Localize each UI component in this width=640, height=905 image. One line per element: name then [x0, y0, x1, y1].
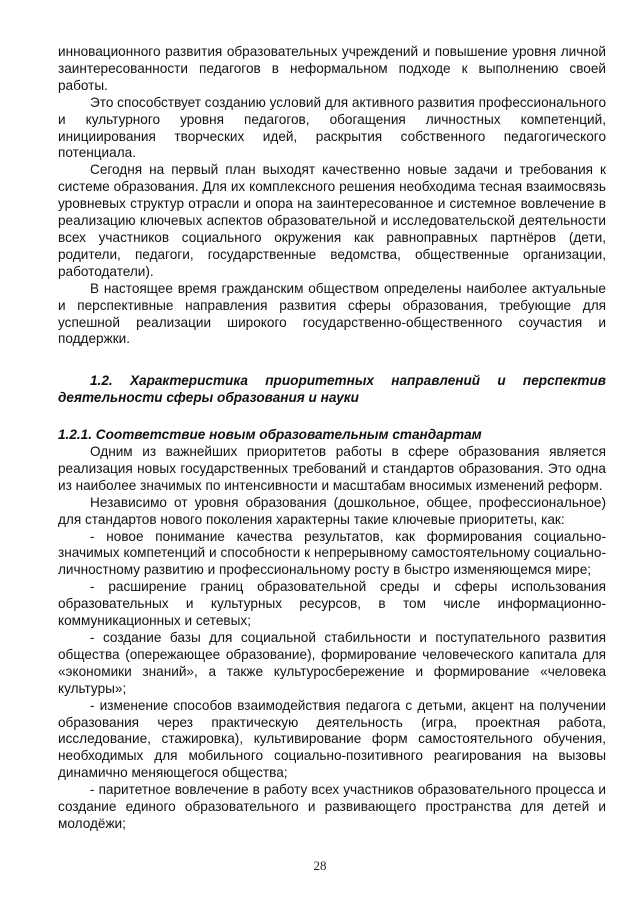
list-item: - создание базы для социальной стабильности и поступательного развития общества (опережающее образование), формирование человеческого капитала для «экономики знаний», а также культуросбережение и формирование «человека культуры»; — [58, 630, 606, 696]
paragraph: В настоящее время гражданским обществом определены наиболее актуальные и перспективные направления развития сферы образования, требующие для успешной реализации широкого государственно-общественного соучастия и поддержки. — [58, 280, 606, 347]
list-item: - паритетное вовлечение в работу всех участников образовательного процесса и создание единого образовательного и развивающего пространства для детей и молодёжи; — [58, 782, 606, 831]
section-heading: 1.2. Характеристика приоритетных направлений и перспектив деятельности сферы образования и науки — [58, 373, 606, 406]
paragraph: инновационного развития образовательных учреждений и повышение уровня личной заинтересованности педагогов в неформальном подходе к выполнению своей работы. — [58, 44, 606, 93]
paragraph: Независимо от уровня образования (дошкольное, общее, профессиональное) для стандартов нового поколения характерны такие ключевые приоритеты, как: — [58, 494, 606, 527]
paragraph: Это способствует созданию условий для активного развития профессионального и культурного уровня педагогов, обогащения личностных компетенций, инициирования творческих идей, раскрытия собственного педагогического потенциала. — [58, 94, 606, 161]
page-number: 28 — [313, 858, 327, 873]
subsection-heading: 1.2.1. Соответствие новым образовательным стандартам — [58, 427, 482, 443]
list-item: - новое понимание качества результатов, как формирования социально-значимых компетенций и способности к непрерывному самостоятельному социально-личностному развитию и профессиональному росту в быстро изменяющемся мире; — [58, 528, 606, 578]
list-item: - изменение способов взаимодействия педагога с детьми, акцент на получении образования через практическую деятельность (игра, проектная работа, исследование, стажировка), культивирование форм самостоятельного обучения, необходимых для мобильного социально-позитивного реагирования на вызовы динамично меняющегося общества; — [58, 697, 606, 781]
document-page — [58, 44, 606, 833]
paragraph: Одним из важнейших приоритетов работы в сфере образования является реализация новых государственных требований и стандартов образования. Это одна из наиболее значимых по интенсивности и масштабам вносимых изменений реформ. — [58, 444, 606, 493]
paragraph: Сегодня на первый план выходят качественно новые задачи и требования к системе образования. Для их комплексного решения необходима тесная взаимосвязь уровневых структур отрасли и опора на заинтересованное и системное вовлечение в реализацию ключевых аспектов образовательной и исследовательской деятельности всех участников социального окружения как равноправных партнёров (дети, родители, педагоги, государственные ведомства, общественные организации, работодатели). — [58, 162, 606, 279]
list-item: - расширение границ образовательной среды и сферы использования образовательных и культурных ресурсов, в том числе информационно-коммуникационных и сетевых; — [58, 579, 606, 629]
